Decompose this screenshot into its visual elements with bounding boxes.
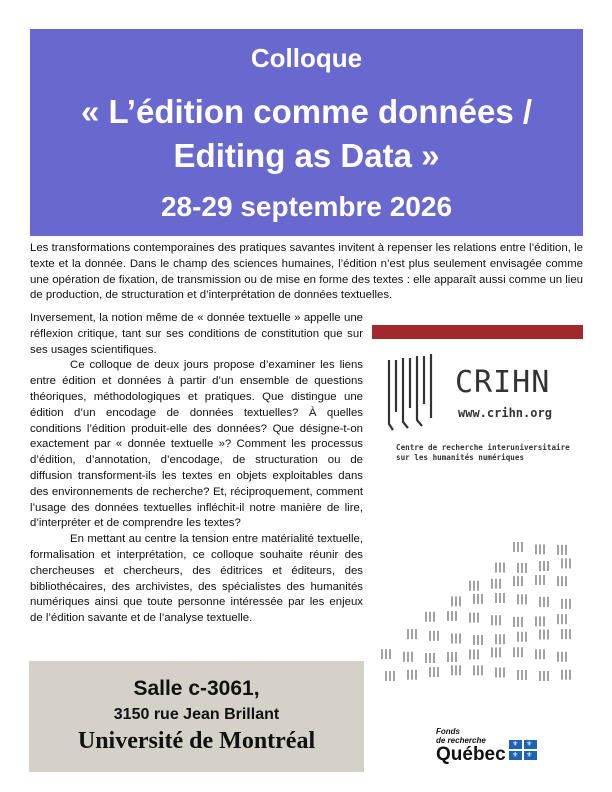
bracket-pattern-mark [536,616,544,626]
bracket-pattern-mark [386,671,394,681]
bracket-pattern-mark [452,665,460,675]
bracket-pattern-mark [514,542,522,552]
crihn-description-line-2: sur les humanités numériques [396,453,525,462]
event-type: Colloque [250,43,363,73]
bracket-pattern-mark [470,581,478,591]
bracket-pattern-mark [558,652,566,662]
intro-paragraph: Les transformations contemporaines des pratiques savantes invitent à repenser les relations entre l’édition, le texte et la donnée. Dans le champ des sciences humaines, l’édition n’est plus seulement envisagée comme une opération de fixation, de transmission ou de mise en forme des textes : elle apparaît aussi comme un lieu de production, de structuration et d’interprétation de données textuelles. [30,242,583,302]
bracket-pattern-mark [474,594,482,604]
bracket-pattern-mark [514,647,522,657]
bracket-pattern-mark [540,671,548,681]
bracket-pattern-mark [558,614,566,624]
frq-logo [436,727,506,765]
bracket-pattern-mark [536,649,544,659]
title-line-1: « L’édition comme données / [80,93,533,130]
bracket-pattern-mark [496,593,504,603]
paragraph-3: En mettant au centre la tension entre matérialité textuelle, formalisation et interprétation, ce colloque souhaite réunir des chercheuses et chercheurs, des éditrices et éditeurs, des bibliothécaires, des archivistes, des spécialistes des humanités numériques ainsi que toute personne intéressée par les enjeux de l’édition savante et de l’analyse textuelle. [30,533,363,625]
bracket-pattern-mark [430,667,438,677]
red-divider [372,325,583,339]
bracket-pattern-mark [518,632,526,642]
frq-line-2: de recherche [436,736,486,745]
bracket-pattern-mark [558,545,566,555]
crihn-bars-logo-icon [386,352,436,432]
bracket-pattern-mark [518,594,526,604]
bracket-pattern-mark [470,613,478,623]
bracket-pattern-mark [540,561,548,571]
bracket-pattern-mark [408,670,416,680]
bracket-pattern-mark [430,631,438,641]
bracket-pattern-mark [492,647,500,657]
venue-address: 3150 rue Jean Brillant [113,706,280,723]
crihn-description [396,443,570,463]
bracket-pattern-decoration [380,536,580,696]
title-line-2: Editing as Data » [173,137,440,174]
crihn-name: CRIHN [455,365,551,400]
title-banner [30,29,583,236]
bracket-pattern-mark [426,653,434,663]
bracket-pattern-mark [558,576,566,586]
bracket-pattern-mark [470,649,478,659]
bracket-pattern-mark [514,576,522,586]
bracket-pattern-mark [404,652,412,662]
bracket-pattern-mark [496,634,504,644]
bracket-pattern-mark [496,563,504,573]
bracket-pattern-mark [382,649,390,659]
bracket-pattern-mark [448,611,456,621]
bracket-pattern-mark [452,633,460,643]
bracket-pattern-mark [536,575,544,585]
venue-room: Salle c-3061, [133,677,260,700]
bracket-pattern-mark [518,670,526,680]
bracket-pattern-mark [536,544,544,554]
frq-line-1: Fonds [436,727,460,736]
bracket-pattern-mark [518,563,526,573]
bracket-pattern-mark [540,630,548,640]
bracket-pattern-mark [426,612,434,622]
bracket-pattern-mark [492,579,500,589]
bracket-pattern-mark [452,596,460,606]
body-column [30,311,363,627]
bracket-pattern-mark [514,617,522,627]
bracket-pattern-mark [448,652,456,662]
paragraph-1: Inversement, la notion même de « donnée textuelle » appelle une réflexion critique, tant sur ses conditions de constitution que sur ses usages scientifiques. [30,312,363,356]
event-date: 28-29 septembre 2026 [160,191,453,222]
venue-university: Université de Montréal [77,728,316,754]
venue-box [29,661,364,772]
bracket-pattern-mark [492,615,500,625]
quebec-flag-icon: ⚜ ⚜ ⚜ ⚜ [509,740,537,760]
crihn-description-line-1: Centre de recherche interuniversitaire [396,443,570,452]
frq-line-3: Québec [436,744,506,765]
bracket-pattern-mark [408,629,416,639]
bracket-pattern-mark [540,597,548,607]
bracket-pattern-mark [562,558,570,568]
bracket-pattern-mark [496,668,504,678]
bracket-pattern-mark [474,635,482,645]
crihn-url[interactable]: www.crihn.org [458,406,552,420]
bracket-pattern-mark [474,665,482,675]
bracket-pattern-mark [562,629,570,639]
bracket-pattern-mark [562,670,570,680]
paragraph-2: Ce colloque de deux jours propose d’examiner les liens entre édition et données à partir d’un ensemble de questions théoriques, méthodologiques et pratiques. Que distingue une édition d’un encodage de données textuelles? À quelles conditions l’édition produit-elle des données? Que désigne-t-on exactement par « donnée textuelle »? Comment les processus d’édition, d’annotation, d’encodage, de structuration ou de diffusion transforment-ils les textes en objets exploitables dans des environnements de recherche? Et, réciproquement, comment l’usage des données textuelles infléchit-il notre manière de lire, d’interpréter et de comprendre les textes? [30,359,363,530]
bracket-pattern-mark [562,599,570,609]
